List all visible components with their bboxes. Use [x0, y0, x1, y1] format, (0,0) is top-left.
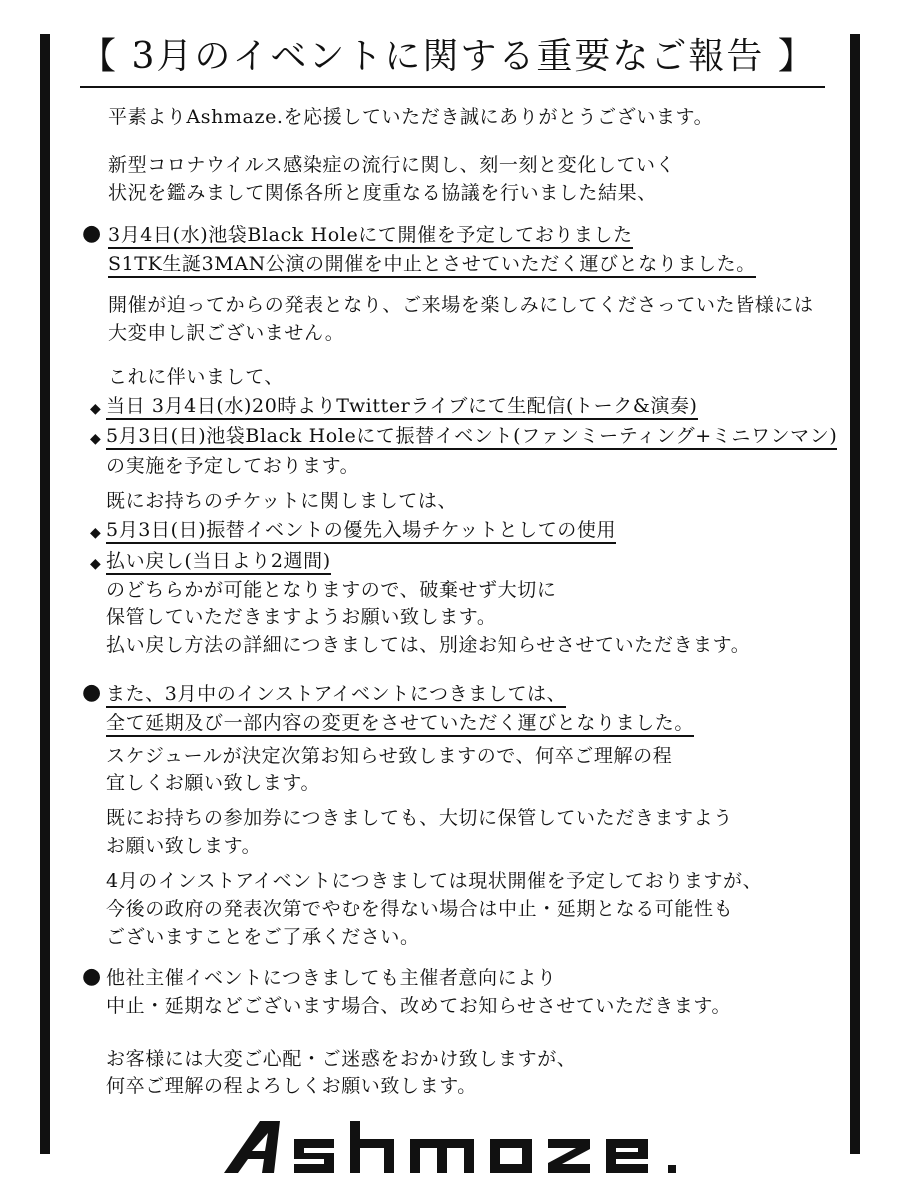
diamond-bullet-icon: ◆: [90, 431, 101, 447]
left-border-bar: [40, 34, 50, 1154]
ticket-outro: 保管していただきますようお願い致します。: [106, 606, 497, 628]
section1-apology: 大変申し訳ございません。: [108, 322, 345, 344]
intro-line: 新型コロナウイルス感染症の流行に関し、刻一刻と変化していく: [108, 154, 676, 176]
closing-line: お客様には大変ご心配・ご迷惑をおかけ致しますが、: [106, 1048, 577, 1070]
section1-apology: 開催が迫ってからの発表となり、ご来場を楽しみにしてくださっていた皆様には: [108, 294, 814, 316]
section3-line: 他社主催イベントにつきましても主催者意向により: [106, 967, 557, 989]
section2-april: 4月のインストアイベントにつきましては現状開催を予定しておりますが、: [106, 870, 763, 892]
section2-ticket: お願い致します。: [106, 835, 262, 857]
followup-outro: の実施を予定しております。: [106, 455, 360, 477]
title-underline: [80, 86, 825, 88]
bullet-icon: ●: [82, 964, 102, 989]
intro-line: 状況を鑑みまして関係各所と度重なる協議を行いました結果、: [108, 182, 657, 204]
ashmaze-logo: [222, 1115, 702, 1177]
section3-line: 中止・延期などございます場合、改めてお知らせさせていただきます。: [106, 995, 732, 1017]
bullet-icon: ●: [82, 221, 102, 246]
ticket-outro: 払い戻し方法の詳細につきましては、別途お知らせさせていただきます。: [106, 634, 751, 656]
ticket-option: 払い戻し(当日より2週間): [106, 550, 331, 575]
section2-schedule: スケジュールが決定次第お知らせ致しますので、何卒ご理解の程: [106, 745, 673, 767]
section2-headline: また、3月中のインストアイベントにつきましては、: [106, 683, 566, 708]
closing-line: 何卒ご理解の程よろしくお願い致します。: [106, 1075, 477, 1097]
followup-item: 当日 3月4日(水)20時よりTwitterライブにて生配信(トーク&演奏): [106, 395, 698, 420]
section2-april: 今後の政府の発表次第でやむを得ない場合は中止・延期となる可能性も: [106, 898, 734, 920]
diamond-bullet-icon: ◆: [90, 525, 101, 541]
followup-intro: これに伴いまして、: [108, 366, 285, 388]
greeting: 平素よりAshmaze.を応援していただき誠にありがとうございます。: [108, 106, 714, 128]
ticket-intro: 既にお持ちのチケットに関しましては、: [106, 490, 458, 512]
bullet-icon: ●: [82, 680, 102, 705]
section2-schedule: 宜しくお願い致します。: [106, 772, 321, 794]
ticket-outro: のどちらかが可能となりますので、破棄せず大切に: [106, 579, 557, 601]
ticket-option: 5月3日(日)振替イベントの優先入場チケットとしての使用: [106, 519, 616, 544]
diamond-bullet-icon: ◆: [90, 401, 101, 417]
diamond-bullet-icon: ◆: [90, 556, 101, 572]
section2-april: ございますことをご了承ください。: [106, 926, 420, 948]
section1-headline: S1TK生誕3MAN公演の開催を中止とさせていただく運びとなりました。: [108, 253, 756, 278]
section2-headline: 全て延期及び一部内容の変更をさせていただく運びとなりました。: [106, 712, 694, 737]
section2-ticket: 既にお持ちの参加券につきましても、大切に保管していただきますよう: [106, 807, 733, 829]
right-border-bar: [850, 34, 860, 1154]
section1-headline: 3月4日(水)池袋Black Holeにて開催を予定しておりました: [108, 224, 633, 249]
followup-item: 5月3日(日)池袋Black Holeにて振替イベント(ファンミーティング+ミニワンマン): [106, 425, 837, 450]
page-title: 【 3月のイベントに関する重要なご報告 】: [80, 36, 816, 77]
